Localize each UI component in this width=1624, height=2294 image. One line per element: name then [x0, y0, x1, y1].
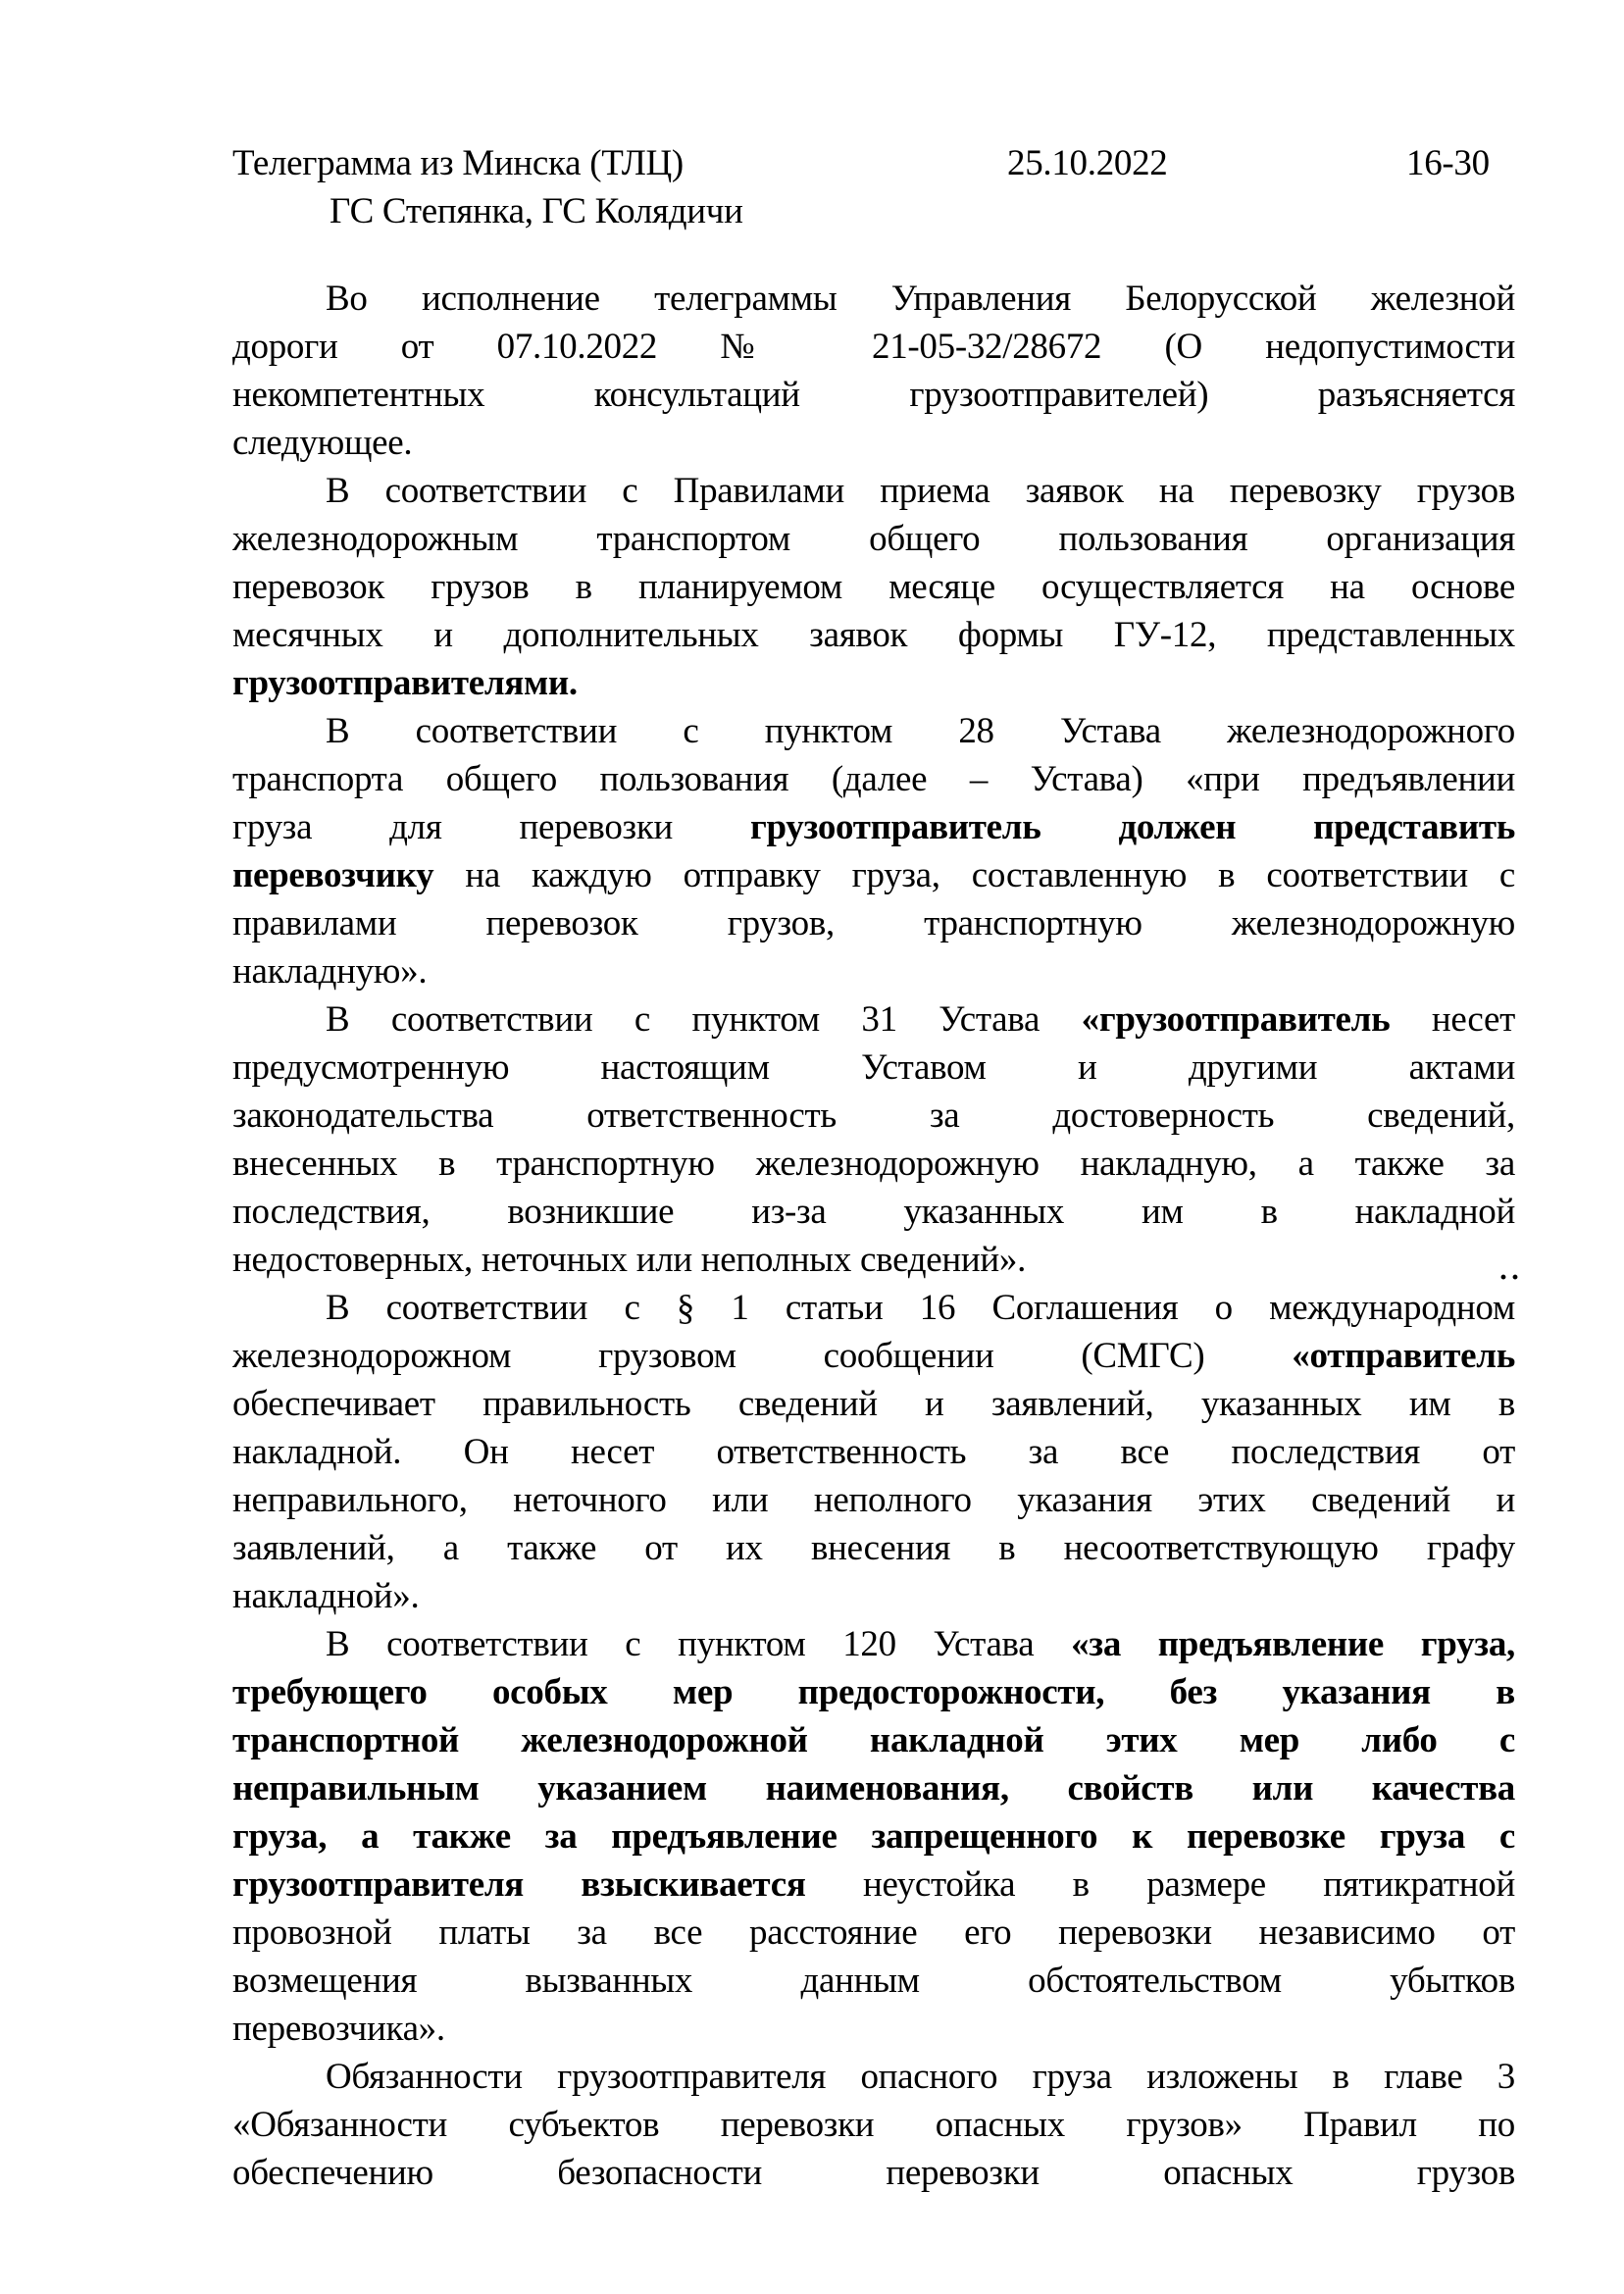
document-body [232, 275, 1515, 2197]
paragraph [232, 2053, 1515, 2197]
text-line [232, 323, 1515, 371]
text-line [232, 2149, 1515, 2197]
document-content [232, 139, 1515, 2197]
bold-text-segment: груза, а также за предъявление запрещенного к перевозке груза с [232, 1816, 1515, 1857]
text-line [232, 1812, 1515, 1861]
scan-artifact-mark: ·· [1498, 1261, 1523, 1294]
text-segment: возмещения вызванных данным обстоятельством убытков [232, 1961, 1515, 2001]
text-line [232, 995, 1515, 1044]
paragraph [232, 467, 1515, 707]
bold-text-segment: «отправитель [1292, 1336, 1515, 1376]
text-line [232, 1620, 1515, 1668]
text-segment: В соответствии с пунктом 120 Устава [326, 1624, 1072, 1664]
text-line [232, 947, 1515, 995]
text-segment: законодательства ответственность за достоверность сведений, [232, 1096, 1515, 1136]
paragraph [232, 995, 1515, 1284]
document-recipients: ГС Степянка, ГС Колядичи [330, 191, 743, 231]
text-segment: обеспечению безопасности перевозки опасных грузов [232, 2153, 1515, 2193]
paragraph [232, 1620, 1515, 2053]
document-title: Телеграмма из Минска (ТЛЦ) [232, 143, 684, 183]
paragraph [232, 707, 1515, 995]
text-segment: месячных и дополнительных заявок формы ГУ-12, представленных [232, 615, 1515, 655]
paragraph [232, 1284, 1515, 1620]
text-segment: некомпетентных консультаций грузоотправителей) разъясняется [232, 375, 1515, 415]
text-line [232, 1380, 1515, 1428]
bold-text-segment: «за предъявление груза, [1071, 1624, 1515, 1664]
text-segment: обеспечивает правильность сведений и заявлений, указанных им в [232, 1384, 1515, 1424]
bold-text-segment: «грузоотправитель [1081, 999, 1391, 1040]
text-segment: неправильного, неточного или неполного указания этих сведений и [232, 1480, 1515, 1520]
text-line [232, 563, 1515, 611]
text-segment: Во исполнение телеграммы Управления Белорусской железной [326, 279, 1515, 319]
text-line [232, 1140, 1515, 1188]
text-segment: заявлений, а также от их внесения в несоответствующую графу [232, 1528, 1515, 1568]
text-line [232, 467, 1515, 515]
text-segment: последствия, возникшие из-за указанных им в накладной [232, 1192, 1515, 1232]
bold-text-segment: требующего особых мер предосторожности, без указания в [232, 1672, 1515, 1712]
text-segment: В соответствии с пунктом 31 Устава [326, 999, 1082, 1040]
text-line [232, 371, 1515, 419]
text-segment: провозной платы за все расстояние его перевозки независимо от [232, 1912, 1515, 1953]
text-segment: несет [1390, 999, 1515, 1040]
text-line [232, 803, 1515, 851]
text-line [232, 1957, 1515, 2005]
text-line [232, 1428, 1515, 1476]
document-time: 16-30 [1406, 143, 1490, 183]
text-segment: накладной». [232, 1576, 420, 1616]
text-segment: перевозчика». [232, 2009, 445, 2049]
text-line [232, 1716, 1515, 1764]
text-segment: В соответствии с пунктом 28 Устава железнодорожного [326, 711, 1515, 751]
text-segment: В соответствии с § 1 статьи 16 Соглашения о международном [326, 1288, 1515, 1328]
text-line [232, 1861, 1515, 1909]
text-line [232, 1332, 1515, 1380]
text-segment: следующее. [232, 423, 413, 463]
bold-text-segment: грузоотправитель должен представить [749, 807, 1515, 847]
text-line [232, 659, 1515, 707]
text-line [232, 1284, 1515, 1332]
text-line [232, 1572, 1515, 1620]
text-line [232, 851, 1515, 899]
text-segment: накладной. Он несет ответственность за все последствия от [232, 1432, 1515, 1472]
text-segment: транспорта общего пользования (далее – Устава) «при предъявлении [232, 759, 1515, 799]
bold-text-segment: транспортной железнодорожной накладной этих мер либо с [232, 1720, 1515, 1760]
text-line [232, 1764, 1515, 1812]
bold-text-segment: грузоотправителями. [232, 663, 578, 703]
text-segment: дороги от 07.10.2022 № 21-05-32/28672 (О недопустимости [232, 327, 1515, 367]
text-segment: внесенных в транспортную железнодорожную накладную, а также за [232, 1144, 1515, 1184]
text-segment: накладную». [232, 951, 428, 992]
text-line [232, 2005, 1515, 2053]
text-line [232, 515, 1515, 563]
text-line [232, 275, 1515, 323]
text-line [232, 1188, 1515, 1236]
document-header [232, 139, 1515, 187]
text-segment: правилами перевозок грузов, транспортную железнодорожную [232, 903, 1515, 943]
bold-text-segment: неправильным указанием наименования, свойств или качества [232, 1768, 1515, 1809]
document-date: 25.10.2022 [1007, 143, 1168, 183]
text-line [232, 1909, 1515, 1957]
text-segment: железнодорожным транспортом общего пользования организация [232, 519, 1515, 559]
text-line [232, 1236, 1515, 1284]
text-segment: на каждую отправку груза, составленную в соответствии с [433, 855, 1515, 895]
text-segment: Обязанности грузоотправителя опасного груза изложены в главе 3 [326, 2057, 1515, 2097]
text-line [232, 611, 1515, 659]
text-line [232, 899, 1515, 947]
text-segment: «Обязанности субъектов перевозки опасных грузов» Правил по [232, 2105, 1515, 2145]
text-segment: неустойка в размере пятикратной [805, 1864, 1515, 1905]
text-line [232, 755, 1515, 803]
text-line [232, 1092, 1515, 1140]
text-segment: перевозок грузов в планируемом месяце осуществляется на основе [232, 567, 1515, 607]
text-line [232, 2053, 1515, 2101]
text-segment: В соответствии с Правилами приема заявок на перевозку грузов [326, 471, 1515, 511]
text-segment: груза для перевозки [232, 807, 750, 847]
bold-text-segment: грузоотправителя взыскивается [232, 1864, 806, 1905]
bold-text-segment: перевозчику [232, 855, 434, 895]
text-line [232, 707, 1515, 755]
text-segment: недостоверных, неточных или неполных сведений». [232, 1240, 1027, 1280]
text-segment: предусмотренную настоящим Уставом и другими актами [232, 1047, 1515, 1088]
text-line [232, 1524, 1515, 1572]
text-line [232, 1668, 1515, 1716]
text-line [232, 419, 1515, 467]
text-line [232, 1044, 1515, 1092]
paragraph [232, 275, 1515, 467]
text-line [232, 2101, 1515, 2149]
text-segment: железнодорожном грузовом сообщении (СМГС) [232, 1336, 1293, 1376]
text-line [232, 1476, 1515, 1524]
